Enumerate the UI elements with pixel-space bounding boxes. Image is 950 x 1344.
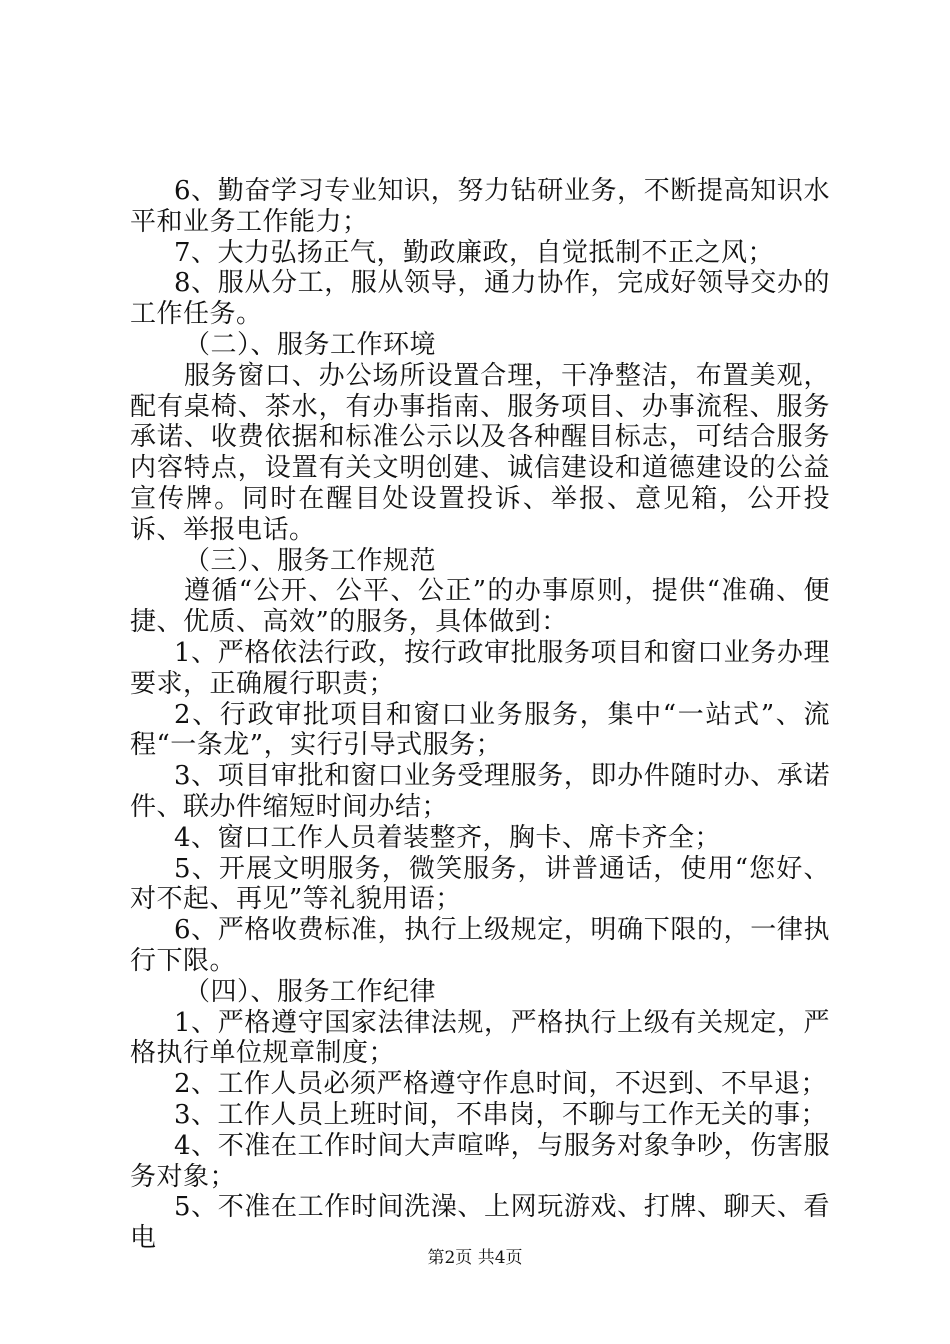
page-number: 第2页 共4页 (427, 1248, 523, 1268)
paragraph: 4、不准在工作时间大声喧哗，与服务对象争吵，伤害服务对象； (130, 1130, 830, 1192)
paragraph: 6、严格收费标准，执行上级规定，明确下限的，一律执行下限。 (130, 915, 830, 976)
section-heading: （三）、服务工作规范 (184, 545, 437, 576)
document-body (130, 176, 830, 1254)
paragraph: 1、严格遵守国家法律法规，严格执行上级有关规定，严格执行单位规章制度； (130, 1007, 830, 1069)
paragraph: 8、服从分工，服从领导，通力协作，完成好领导交办的工作任务。 (130, 268, 830, 330)
section-heading: （四）、服务工作纪律 (184, 976, 437, 1007)
paragraph: 5、不准在工作时间洗澡、上网玩游戏、打牌、聊天、看电 (130, 1192, 830, 1254)
paragraph: 6、勤奋学习专业知识，努力钻研业务，不断提高知识水平和业务工作能力； (130, 176, 830, 237)
paragraph: 遵循“公开、公平、公正”的办事原则，提供“准确、便捷、优质、高效”的服务，具体做到： (130, 576, 830, 638)
paragraph: 2、行政审批项目和窗口业务服务，集中“一站式”、流程“一条龙”，实行引导式服务； (130, 699, 830, 761)
paragraph: 3、项目审批和窗口业务受理服务，即办件随时办、承诺件、联办件缩短时间办结； (130, 761, 830, 822)
paragraph: 2、工作人员必须严格遵守作息时间，不迟到、不早退； (174, 1069, 828, 1100)
paragraph: 5、开展文明服务，微笑服务，讲普通话，使用“您好、对不起、再见”等礼貌用语； (130, 853, 830, 915)
paragraph: 7、大力弘扬正气，勤政廉政，自觉抵制不正之风； (174, 237, 775, 268)
paragraph: 服务窗口、办公场所设置合理，干净整洁，布置美观，配有桌椅、茶水，有办事指南、服务项目、办事流程、服务承诺、收费依据和标准公示以及各种醒目标志，可结合服务内容特点，设置有关文明创建、诚信建设和道德建设的公益宣传牌。同时在醒目处设置投诉、举报、意见箱，公开投诉、举报电话。 (130, 360, 830, 545)
paragraph: 4、窗口工作人员着装整齐，胸卡、席卡齐全； (174, 822, 722, 853)
paragraph: 1、严格依法行政，按行政审批服务项目和窗口业务办理要求，正确履行职责； (130, 637, 830, 699)
section-heading: （二）、服务工作环境 (184, 329, 437, 360)
page-footer (0, 1243, 950, 1268)
paragraph: 3、工作人员上班时间，不串岗，不聊与工作无关的事； (174, 1099, 828, 1130)
